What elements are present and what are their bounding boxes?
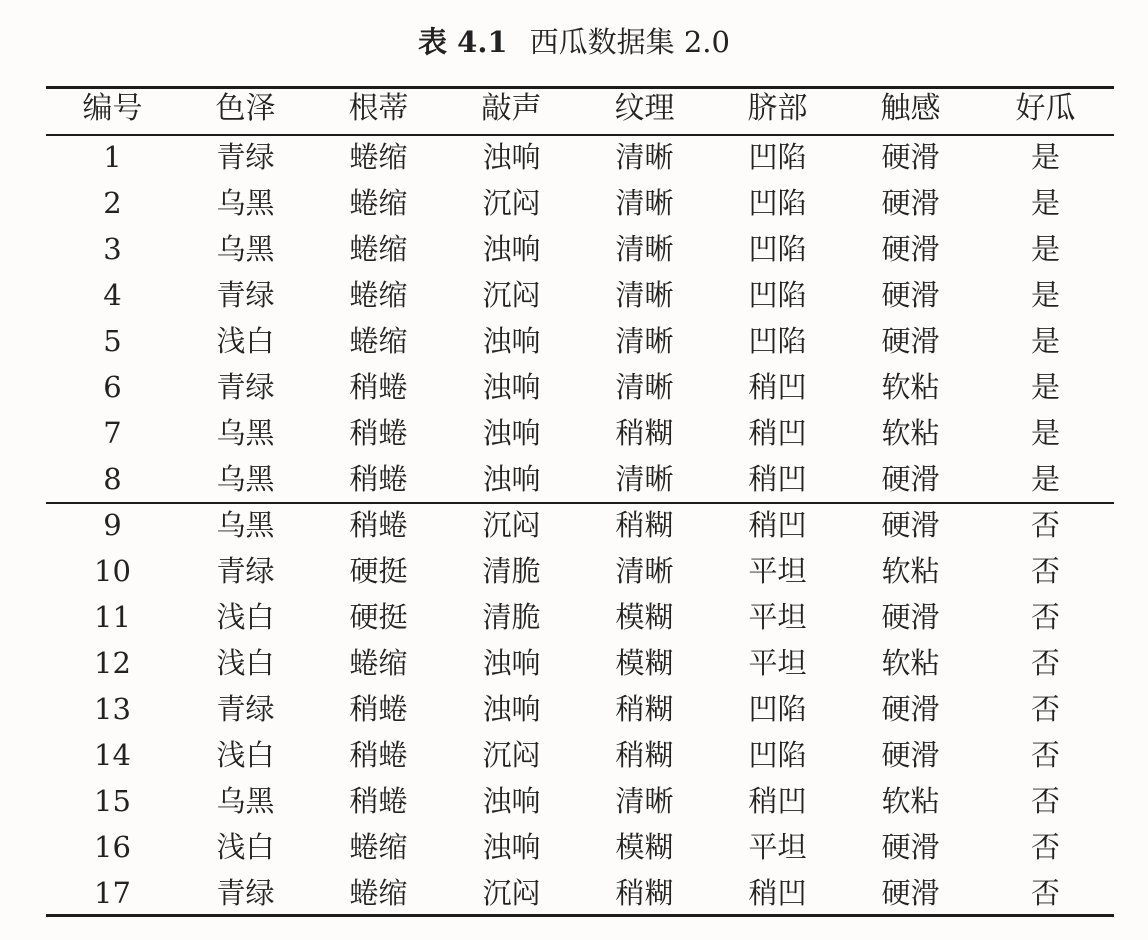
- table-row: [46, 272, 1114, 318]
- cell-touch: 硬滑: [881, 278, 940, 312]
- cell-root: 稍蜷: [349, 508, 408, 542]
- cell-good: 否: [1030, 876, 1060, 910]
- header-cell-id: 编号: [82, 91, 143, 126]
- cell-id: 10: [94, 554, 131, 588]
- cell-sound: 浊响: [482, 140, 541, 174]
- table-row: [46, 318, 1114, 364]
- cell-sound: 浊响: [482, 462, 541, 496]
- cell-id: 15: [94, 784, 131, 818]
- cell-id: 5: [103, 324, 122, 358]
- cell-sound: 沉闷: [482, 876, 541, 910]
- cell-texture: 清晰: [615, 140, 674, 174]
- cell-good: 是: [1030, 140, 1060, 174]
- cell-sound: 浊响: [482, 646, 541, 680]
- cell-touch: 硬滑: [881, 232, 940, 266]
- bottom-rule: [46, 914, 1114, 917]
- cell-texture: 清晰: [615, 324, 674, 358]
- cell-root: 稍蜷: [349, 692, 408, 726]
- cell-touch: 硬滑: [881, 140, 940, 174]
- header-cell-sound: 敲声: [481, 91, 542, 126]
- table-row: [46, 226, 1114, 272]
- cell-touch: 硬滑: [881, 692, 940, 726]
- cell-texture: 清晰: [615, 784, 674, 818]
- cell-touch: 硬滑: [881, 876, 940, 910]
- cell-color: 青绿: [216, 692, 275, 726]
- cell-good: 是: [1030, 324, 1060, 358]
- cell-color: 乌黑: [216, 462, 275, 496]
- cell-root: 蜷缩: [349, 232, 408, 266]
- table-row: [46, 778, 1114, 824]
- cell-good: 是: [1030, 232, 1060, 266]
- cell-navel: 平坦: [748, 830, 807, 864]
- table-number: 表 4.1: [418, 25, 508, 59]
- cell-navel: 凹陷: [748, 186, 807, 220]
- cell-navel: 稍凹: [748, 370, 807, 404]
- table-row: [46, 732, 1114, 778]
- cell-color: 乌黑: [216, 232, 275, 266]
- cell-sound: 浊响: [482, 784, 541, 818]
- header-cell-navel: 脐部: [747, 91, 808, 126]
- cell-root: 蜷缩: [349, 278, 408, 312]
- cell-root: 硬挺: [349, 600, 408, 634]
- cell-color: 青绿: [216, 370, 275, 404]
- table-row: [46, 180, 1114, 226]
- cell-texture: 清晰: [615, 370, 674, 404]
- cell-color: 乌黑: [216, 416, 275, 450]
- cell-root: 蜷缩: [349, 324, 408, 358]
- cell-texture: 稍糊: [615, 416, 674, 450]
- cell-root: 蜷缩: [349, 140, 408, 174]
- cell-root: 稍蜷: [349, 738, 408, 772]
- cell-color: 浅白: [216, 830, 275, 864]
- cell-navel: 平坦: [748, 600, 807, 634]
- cell-sound: 清脆: [482, 600, 541, 634]
- cell-root: 稍蜷: [349, 462, 408, 496]
- cell-color: 浅白: [216, 646, 275, 680]
- table-row: [46, 502, 1114, 548]
- cell-texture: 稍糊: [615, 692, 674, 726]
- cell-color: 浅白: [216, 324, 275, 358]
- cell-good: 否: [1030, 692, 1060, 726]
- header-cell-touch: 触感: [880, 91, 941, 126]
- cell-good: 否: [1030, 784, 1060, 818]
- cell-good: 是: [1030, 462, 1060, 496]
- cell-navel: 稍凹: [748, 876, 807, 910]
- cell-good: 否: [1030, 554, 1060, 588]
- cell-navel: 稍凹: [748, 416, 807, 450]
- cell-sound: 沉闷: [482, 186, 541, 220]
- cell-texture: 稍糊: [615, 738, 674, 772]
- cell-touch: 硬滑: [881, 830, 940, 864]
- cell-sound: 浊响: [482, 830, 541, 864]
- table-row: [46, 870, 1114, 916]
- cell-sound: 浊响: [482, 692, 541, 726]
- cell-navel: 平坦: [748, 646, 807, 680]
- cell-color: 青绿: [216, 554, 275, 588]
- cell-sound: 浊响: [482, 416, 541, 450]
- cell-id: 12: [94, 646, 131, 680]
- cell-touch: 软粘: [881, 370, 940, 404]
- table-row: [46, 410, 1114, 456]
- cell-navel: 平坦: [748, 554, 807, 588]
- cell-id: 13: [94, 692, 131, 726]
- cell-root: 稍蜷: [349, 416, 408, 450]
- cell-color: 浅白: [216, 600, 275, 634]
- table-caption: [0, 22, 1148, 62]
- cell-touch: 软粘: [881, 784, 940, 818]
- cell-navel: 稍凹: [748, 784, 807, 818]
- cell-id: 17: [94, 876, 131, 910]
- cell-id: 9: [103, 508, 122, 542]
- table-row: [46, 686, 1114, 732]
- cell-id: 8: [103, 462, 122, 496]
- cell-root: 稍蜷: [349, 784, 408, 818]
- header-cell-color: 色泽: [215, 91, 276, 126]
- group-separator-rule: [46, 502, 1114, 504]
- cell-texture: 稍糊: [615, 876, 674, 910]
- cell-color: 浅白: [216, 738, 275, 772]
- cell-navel: 稍凹: [748, 508, 807, 542]
- table-title: 西瓜数据集 2.0: [529, 25, 730, 59]
- cell-id: 4: [103, 278, 122, 312]
- cell-navel: 凹陷: [748, 324, 807, 358]
- cell-root: 蜷缩: [349, 646, 408, 680]
- header-cell-texture: 纹理: [614, 91, 675, 126]
- cell-sound: 沉闷: [482, 738, 541, 772]
- cell-texture: 清晰: [615, 232, 674, 266]
- cell-root: 蜷缩: [349, 186, 408, 220]
- cell-color: 青绿: [216, 140, 275, 174]
- cell-root: 硬挺: [349, 554, 408, 588]
- cell-color: 青绿: [216, 876, 275, 910]
- cell-texture: 清晰: [615, 462, 674, 496]
- cell-good: 否: [1030, 646, 1060, 680]
- cell-good: 是: [1030, 370, 1060, 404]
- cell-id: 7: [103, 416, 122, 450]
- cell-color: 青绿: [216, 278, 275, 312]
- cell-navel: 凹陷: [748, 278, 807, 312]
- cell-texture: 模糊: [615, 830, 674, 864]
- cell-sound: 浊响: [482, 370, 541, 404]
- cell-touch: 硬滑: [881, 462, 940, 496]
- cell-touch: 软粘: [881, 646, 940, 680]
- cell-id: 11: [94, 600, 131, 634]
- table-row: [46, 824, 1114, 870]
- cell-sound: 浊响: [482, 324, 541, 358]
- cell-touch: 软粘: [881, 554, 940, 588]
- cell-texture: 模糊: [615, 600, 674, 634]
- cell-color: 乌黑: [216, 784, 275, 818]
- cell-id: 2: [103, 186, 122, 220]
- cell-good: 是: [1030, 278, 1060, 312]
- cell-id: 1: [103, 140, 122, 174]
- cell-touch: 硬滑: [881, 738, 940, 772]
- cell-color: 乌黑: [216, 186, 275, 220]
- cell-root: 稍蜷: [349, 370, 408, 404]
- header-cell-good: 好瓜: [1015, 91, 1076, 126]
- cell-root: 蜷缩: [349, 876, 408, 910]
- cell-sound: 清脆: [482, 554, 541, 588]
- cell-good: 否: [1030, 600, 1060, 634]
- cell-navel: 凹陷: [748, 692, 807, 726]
- table-row: [46, 456, 1114, 502]
- cell-color: 乌黑: [216, 508, 275, 542]
- cell-touch: 硬滑: [881, 186, 940, 220]
- cell-root: 蜷缩: [349, 830, 408, 864]
- header-cell-root: 根蒂: [348, 91, 409, 126]
- cell-id: 16: [94, 830, 131, 864]
- table-header-row: [46, 86, 1114, 132]
- table-row: [46, 640, 1114, 686]
- cell-navel: 稍凹: [748, 462, 807, 496]
- cell-navel: 凹陷: [748, 738, 807, 772]
- cell-id: 6: [103, 370, 122, 404]
- cell-texture: 清晰: [615, 278, 674, 312]
- cell-texture: 清晰: [615, 554, 674, 588]
- table-row: [46, 548, 1114, 594]
- cell-touch: 硬滑: [881, 324, 940, 358]
- table-row: [46, 594, 1114, 640]
- cell-sound: 浊响: [482, 232, 541, 266]
- table-row: [46, 364, 1114, 410]
- cell-texture: 稍糊: [615, 508, 674, 542]
- cell-good: 否: [1030, 508, 1060, 542]
- cell-good: 是: [1030, 416, 1060, 450]
- cell-navel: 凹陷: [748, 140, 807, 174]
- cell-texture: 清晰: [615, 186, 674, 220]
- cell-navel: 凹陷: [748, 232, 807, 266]
- cell-good: 否: [1030, 738, 1060, 772]
- cell-touch: 硬滑: [881, 600, 940, 634]
- cell-good: 否: [1030, 830, 1060, 864]
- cell-sound: 沉闷: [482, 278, 541, 312]
- cell-touch: 软粘: [881, 416, 940, 450]
- cell-id: 3: [103, 232, 122, 266]
- cell-touch: 硬滑: [881, 508, 940, 542]
- cell-sound: 沉闷: [482, 508, 541, 542]
- cell-id: 14: [94, 738, 131, 772]
- table-row: [46, 134, 1114, 180]
- cell-good: 是: [1030, 186, 1060, 220]
- cell-texture: 模糊: [615, 646, 674, 680]
